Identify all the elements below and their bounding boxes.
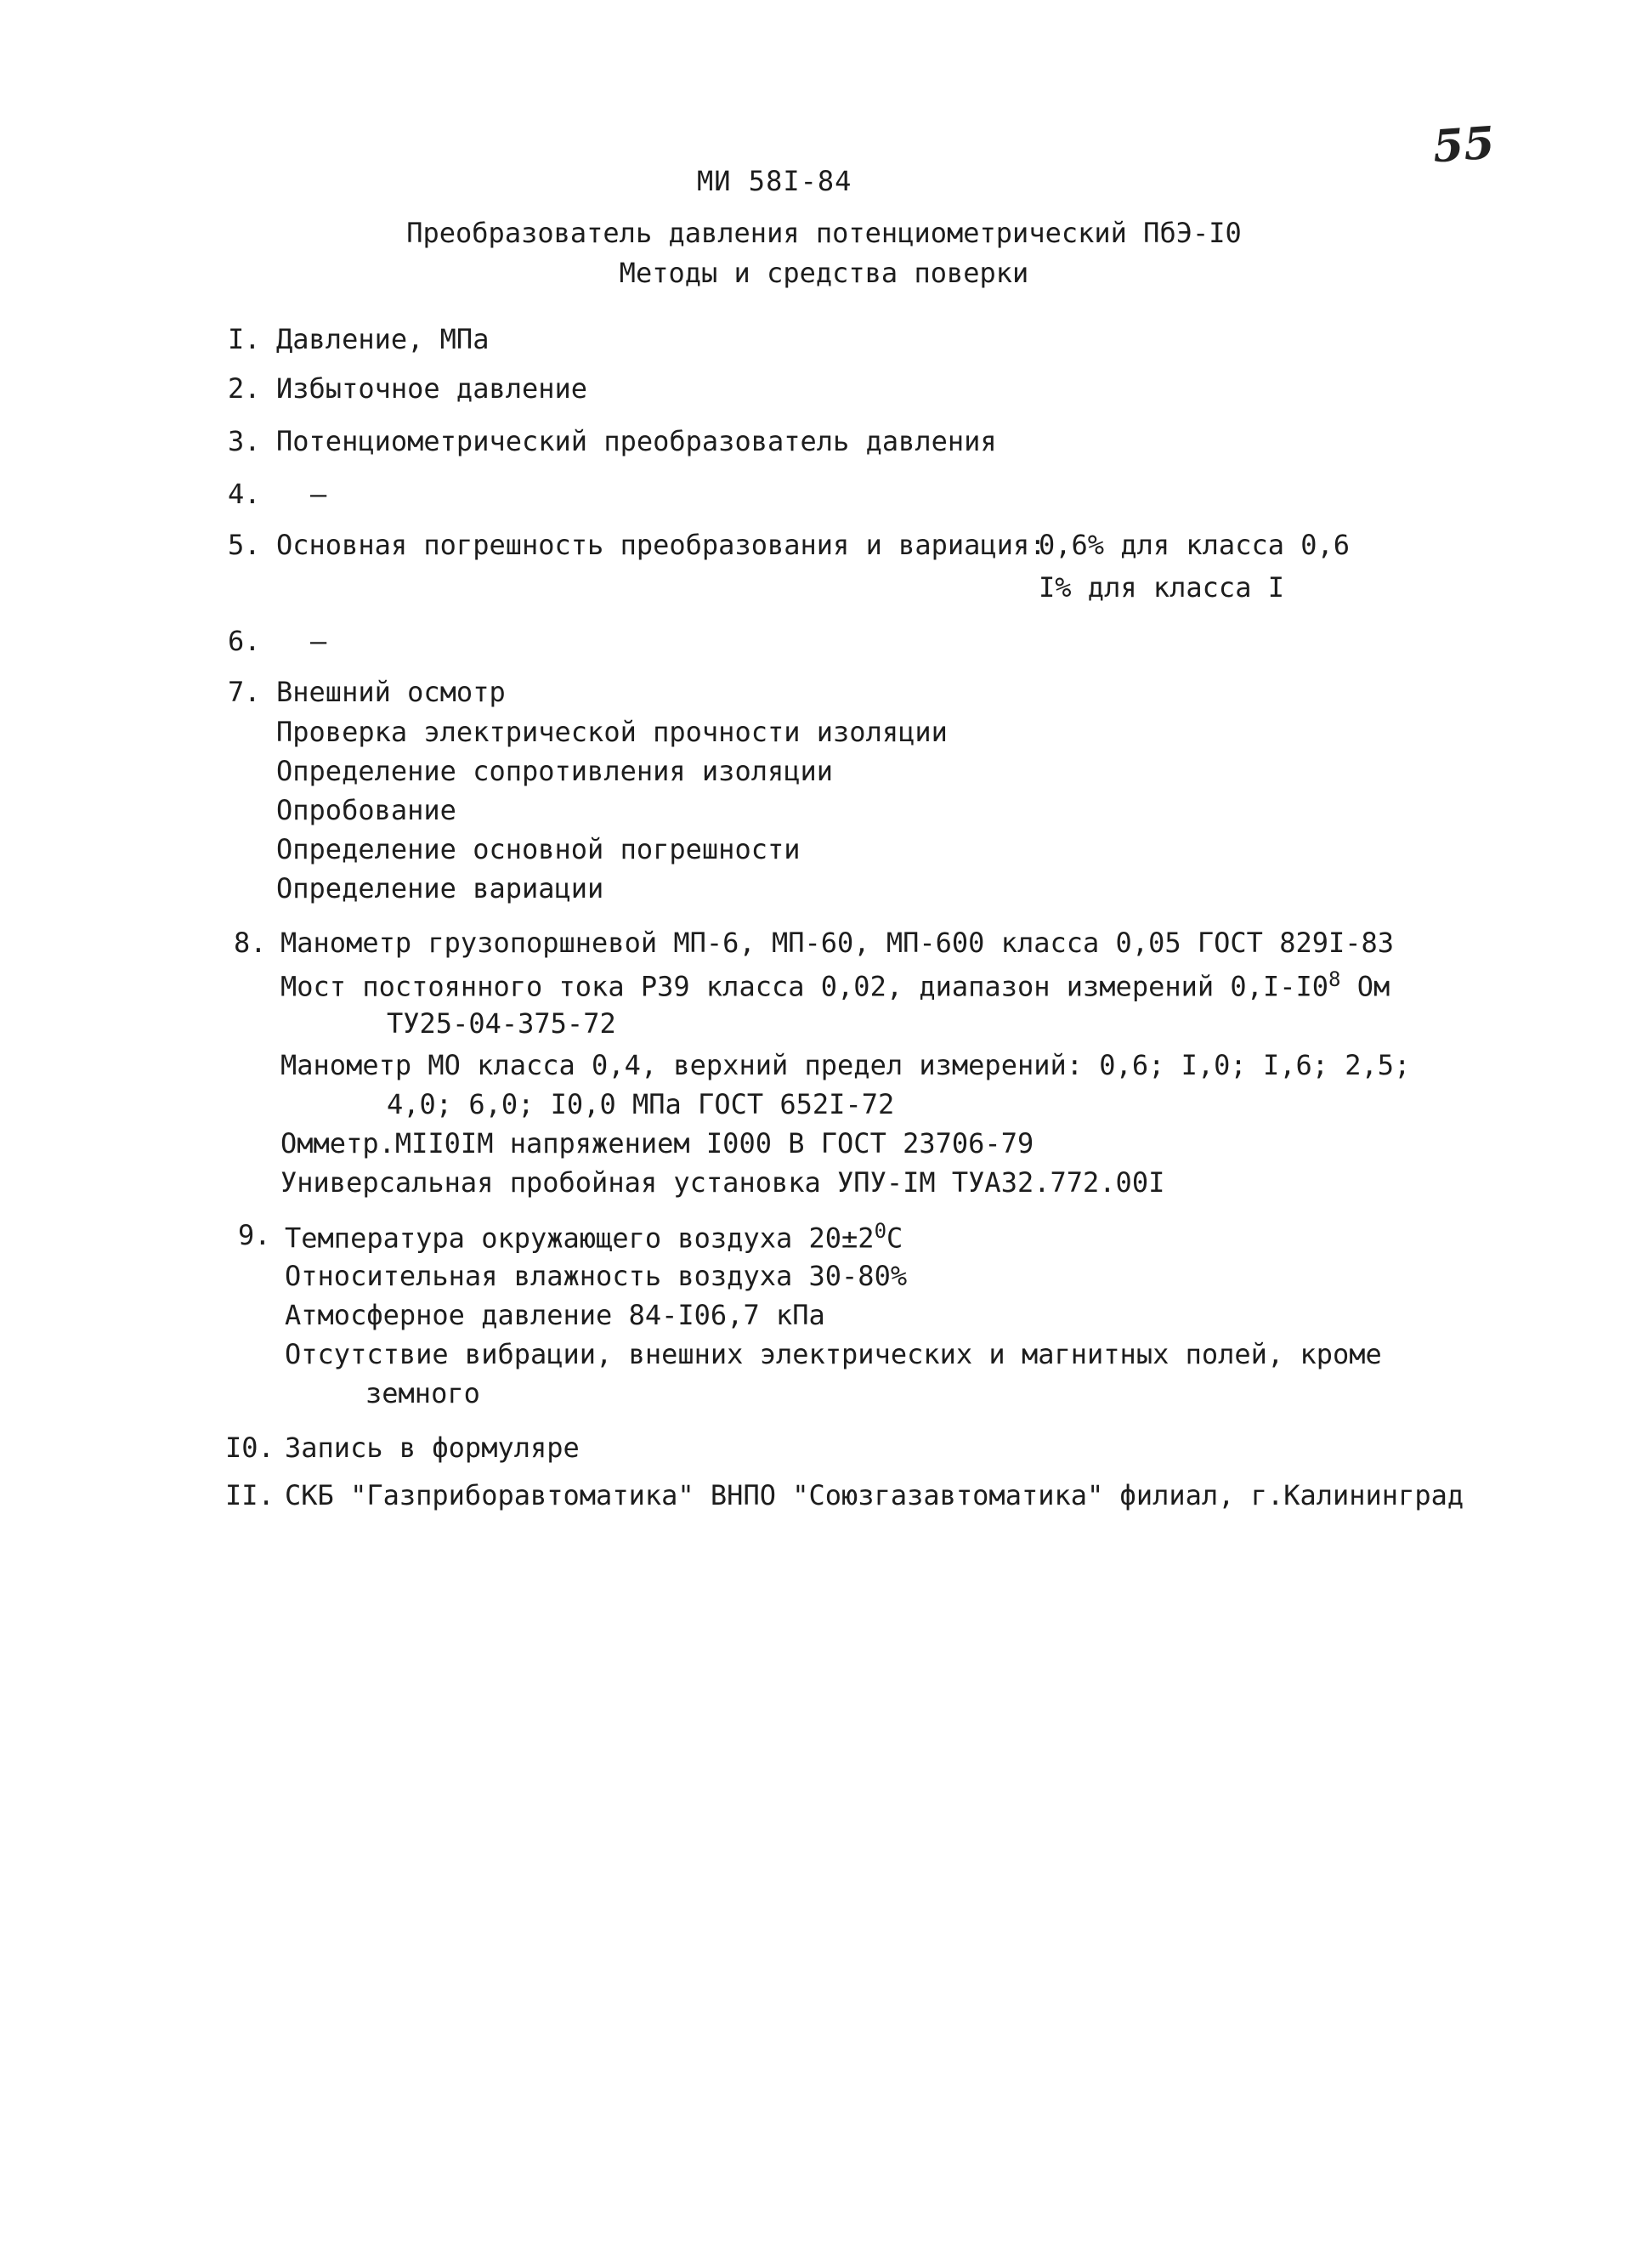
item-number: 7. bbox=[228, 676, 261, 708]
item-number: I0. bbox=[225, 1432, 275, 1464]
document-subtitle: Методы и средства поверки bbox=[619, 257, 1029, 289]
item-text: Универсальная пробойная установка УПУ-IМ ТУА32.772.00I bbox=[280, 1166, 1165, 1199]
item-text: Избыточное давление bbox=[276, 372, 588, 405]
page-number: 55 bbox=[1430, 116, 1497, 173]
item-text: Потенциометрический преобразователь давления bbox=[276, 425, 997, 457]
item-text: Ом bbox=[1340, 970, 1390, 1003]
item-text: Атмосферное давление 84-I06,7 кПа bbox=[285, 1299, 825, 1331]
document-code: МИ 58I-84 bbox=[697, 165, 852, 197]
item-text: Манометр грузопоршневой МП-6, МП-60, МП-600 класса 0,05 ГОСТ 829I-83 bbox=[280, 927, 1395, 959]
item-text: Отсутствие вибрации, внешних электрических и магнитных полей, кроме bbox=[285, 1338, 1382, 1370]
item-text: 4,0; 6,0; I0,0 МПа ГОСТ 652I-72 bbox=[387, 1088, 895, 1120]
item-text: Внешний осмотр bbox=[276, 676, 506, 708]
item-text: – bbox=[310, 625, 327, 657]
item-text: ТУ25-04-375-72 bbox=[387, 1007, 616, 1040]
item-number: 8. bbox=[234, 927, 267, 959]
item-text: Относительная влажность воздуха 30-80% bbox=[285, 1260, 908, 1292]
item-text: Манометр МО класса 0,4, верхний предел измерений: 0,6; I,0; I,6; 2,5; bbox=[280, 1049, 1411, 1081]
exponent: 8 bbox=[1328, 967, 1341, 991]
item-text: Опробование bbox=[276, 794, 456, 826]
item-number: II. bbox=[225, 1479, 275, 1511]
item-text: СКБ "Газприборавтоматика" ВНПО "Союзгазавтоматика" филиал, г.Калининград bbox=[285, 1479, 1464, 1511]
item-text: Температура окружающего воздуха 20±2 bbox=[285, 1222, 875, 1255]
document-title: Преобразователь давления потенциометрический ПбЭ-I0 bbox=[406, 217, 1242, 249]
item-text: Определение сопротивления изоляции bbox=[276, 755, 834, 787]
item-text: Мост постоянного тока Р39 класса 0,02, диапазон измерений 0,I-I0 bbox=[280, 970, 1328, 1003]
item-text: Проверка электрической прочности изоляции bbox=[276, 716, 948, 748]
item-text: земного bbox=[365, 1377, 480, 1409]
item-number: I. bbox=[228, 323, 261, 355]
item-number: 3. bbox=[228, 425, 261, 457]
item-text: Омметр.МII0IМ напряжением I000 В ГОСТ 23706-79 bbox=[280, 1127, 1034, 1160]
item-text: Запись в формуляре bbox=[285, 1432, 580, 1464]
item-text: С bbox=[886, 1222, 903, 1255]
item-text: – bbox=[310, 478, 327, 510]
item-number: 9. bbox=[238, 1219, 271, 1251]
item-number: 2. bbox=[228, 372, 261, 405]
item-value: I% для класса I bbox=[1039, 571, 1284, 604]
item-text: Определение основной погрешности bbox=[276, 833, 801, 865]
item-number: 6. bbox=[228, 625, 261, 657]
degree-mark: 0 bbox=[874, 1219, 887, 1243]
item-value: 0,6% для класса 0,6 bbox=[1039, 529, 1351, 561]
item-number: 4. bbox=[228, 478, 261, 510]
item-number: 5. bbox=[228, 529, 261, 561]
item-text: Определение вариации bbox=[276, 872, 604, 904]
item-text: Основная погрешность преобразования и вариация: bbox=[276, 529, 1046, 561]
item-text: Давление, МПа bbox=[276, 323, 490, 355]
